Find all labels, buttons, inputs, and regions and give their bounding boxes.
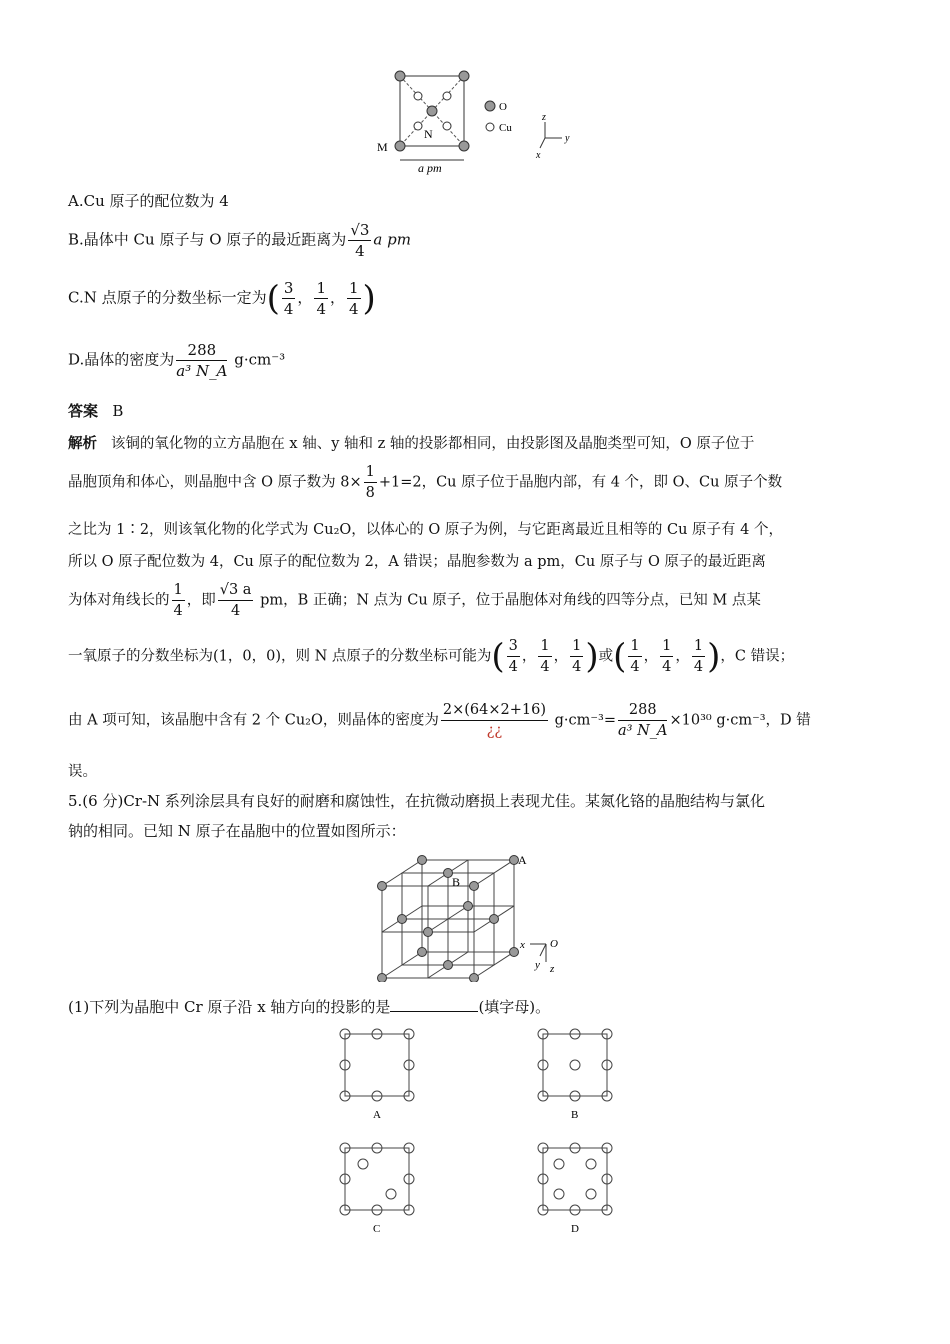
option-d: D.晶体的密度为 $\frac{288}{\text{a³ N\_A}}$ g·cm⁻³ xyxy=(68,341,286,380)
analysis-line-7: 由 A 项可知，该晶胞中含有 2 个 Cu₂O，则晶体的密度为 $\frac{2\times(64\times 2+16)}{¿¿}$ g·cm⁻³= $\frac{288}{\text{a³ N\_A}}$ ×10³⁰ g·cm⁻³，D 错 xyxy=(68,702,811,739)
legend-o: O xyxy=(499,101,507,113)
label-apm: a pm xyxy=(418,161,442,175)
analysis-line-3: 之比为 1∶2，则该氧化物的化学式为 Cu₂O，以体心的 O 原子为例，与它距离最近且相等的 Cu 原子有 4 个， xyxy=(68,522,783,538)
axis-z: z xyxy=(542,112,546,123)
label-n: N xyxy=(424,127,433,141)
analysis-line-8: 误。 xyxy=(68,764,97,780)
label-b: B xyxy=(452,875,461,889)
choice-d-label: D xyxy=(571,1223,579,1235)
analysis-line-1: 解析 该铜的氧化物的立方晶胞在 x 轴、y 轴和 z 轴的投影都相同，由投影图及晶胞类型可知，O 原子位于 xyxy=(68,435,755,452)
analysis-line-6: 一氧原子的分数坐标为(1，0，0)，则 N 点原子的分数坐标可能为( $\frac{3}{4}$ ， $\frac{1}{4}$ ， $\frac{1}{4}$ )或( $\frac{1}{4}$ ， $\frac{1}{4}$ ， $\frac{1}{4}$ )，C 错误； xyxy=(68,636,795,677)
option-c: C.N 点原子的分数坐标一定为( $\frac{3}{4}$ ， $\frac{1}{4}$ ， $\frac{1}{4}$ ) xyxy=(68,278,376,319)
q5-line-1: 5.(6 分)Cr-N 系列涂层具有良好的耐磨和腐蚀性，在抗微动磨损上表现尤佳。某氮化铬的晶胞结构与氯化 xyxy=(68,792,765,810)
nacl-cell-figure xyxy=(370,852,590,982)
axis-x2: x xyxy=(520,939,525,951)
answer-line: 答案 B xyxy=(68,402,124,420)
choice-b-label: B xyxy=(571,1109,579,1121)
choice-a-label: A xyxy=(373,1109,381,1121)
option-b: B.晶体中 Cu 原子与 O 原子的最近距离为 $\frac{√3}{4}$ a pm xyxy=(68,221,411,260)
projection-choices xyxy=(330,1024,630,1244)
axis-y2: y xyxy=(535,959,540,971)
choice-c-label: C xyxy=(373,1223,381,1235)
axis-o2: O xyxy=(550,938,558,950)
analysis-line-5: 为体对角线长的 $\frac{1}{4}$ ，即 $\frac{√3 a}{4}$ pm，B 正确；N 点为 Cu 原子，位于晶胞体对角线的四等分点，已知 M 点某 xyxy=(68,582,761,619)
analysis-line-4: 所以 O 原子配位数为 4，Cu 原子的配位数为 2，A 错误；晶胞参数为 a pm，Cu 原子与 O 原子的最近距离 xyxy=(68,554,766,570)
axis-z2: z xyxy=(550,963,555,975)
legend-cu: Cu xyxy=(499,122,512,134)
cell-projection-figure xyxy=(372,66,592,176)
sub-question-1: (1)下列为晶胞中 Cr 原子沿 x 轴方向的投影的是 (填字母)。 xyxy=(68,998,551,1016)
axis-x: x xyxy=(536,150,541,161)
answer-blank[interactable] xyxy=(390,997,478,1012)
label-m: M xyxy=(377,140,388,154)
analysis-line-2: 晶胞顶角和体心，则晶胞中含 O 原子数为 8× $\frac{1}{8}$ +1=2，Cu 原子位于晶胞内部，有 4 个，即 O、Cu 原子个数 xyxy=(68,464,783,501)
axis-y: y xyxy=(565,133,570,144)
q5-line-2: 钠的相同。已知 N 原子在晶胞中的位置如图所示： xyxy=(68,822,406,840)
label-a: A xyxy=(518,853,527,867)
option-a: A.Cu 原子的配位数为 4 xyxy=(68,192,229,210)
